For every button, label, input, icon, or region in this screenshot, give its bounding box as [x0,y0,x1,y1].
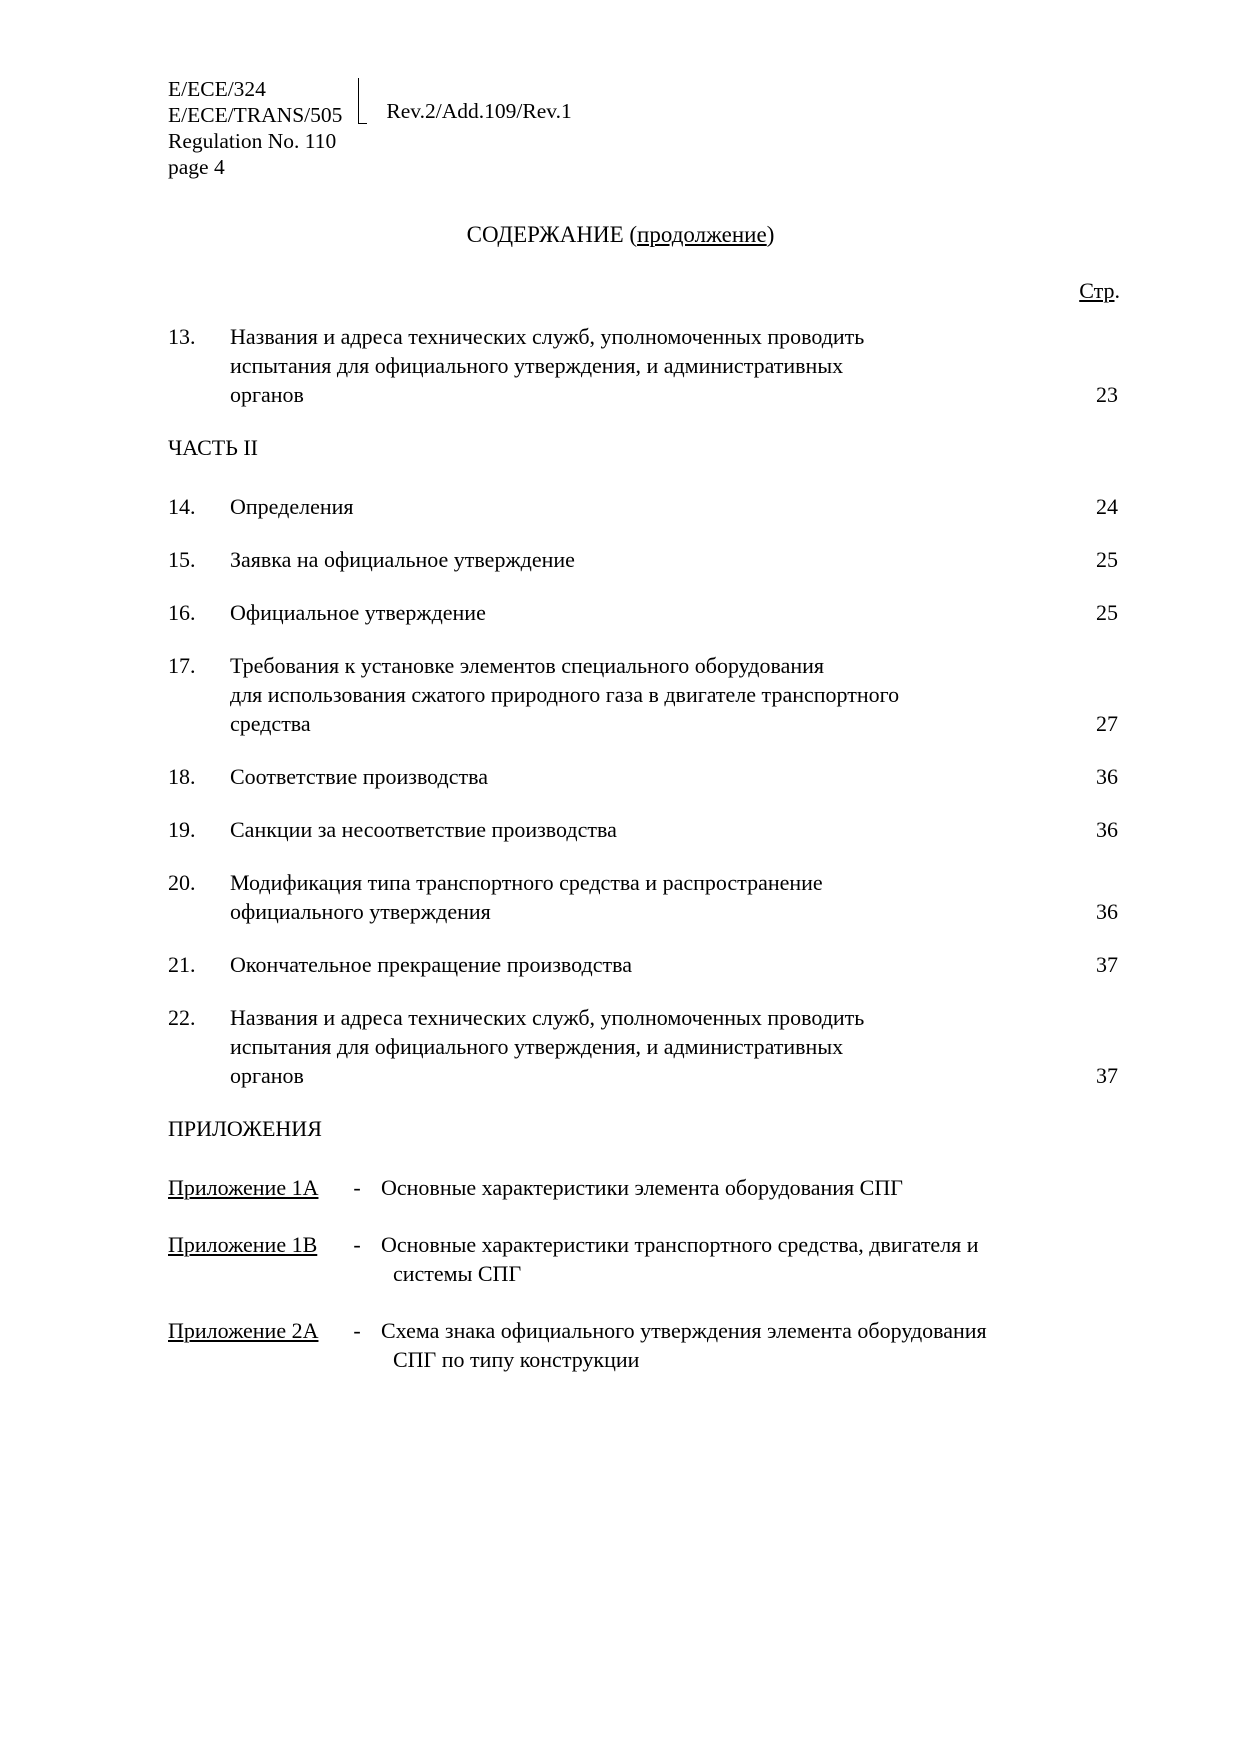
symbol-line-1: E/ECE/324 [168,77,266,101]
part-heading: ЧАСТЬ II [168,435,258,460]
toc-title-continued: продолжение [637,222,767,247]
toc-entry-line: Заявка на официальное утверждение [230,547,575,572]
toc-entry-line: Окончательное прекращение производства [230,952,632,977]
annex-description [381,1173,1118,1202]
toc-entry-line: Официальное утверждение [230,600,486,625]
toc-entry-line: Соответствие производства [230,764,488,789]
toc-entry-page: 37 [1096,952,1118,977]
toc-entry-page: 36 [1096,764,1118,789]
toc-entry-number: 21. [168,952,196,977]
toc-entry-line: Названия и адреса технических служб, уполномоченных проводить [230,1005,865,1030]
toc-entry-line: для использования сжатого природного газа в двигателе транспортного [230,682,900,707]
annex-entry[interactable] [168,1316,1118,1374]
toc-entry-line: испытания для официального утверждения, и административных [230,1034,844,1059]
annexes-heading: ПРИЛОЖЕНИЯ [168,1116,322,1141]
toc-entry-text [230,1003,1048,1090]
toc-entry-line: Модификация типа транспортного средства и распространение [230,870,823,895]
toc-entry-line: Названия и адреса технических служб, уполномоченных проводить [230,324,865,349]
toc-entry-text [230,815,1048,844]
toc-entry[interactable] [168,545,1118,574]
toc-entry-text [230,762,1048,791]
toc-entry-line: Санкции за несоответствие производства [230,817,617,842]
annex-dash: - [353,1175,361,1200]
toc-entry-text [230,651,1048,738]
annex-entry[interactable] [168,1173,1118,1202]
toc-entry-text [230,322,1048,409]
toc-entry-line: Определения [230,494,354,519]
toc-entry-number: 14. [168,494,196,519]
brace-icon [346,76,372,128]
toc-entry-text [230,598,1048,627]
symbol-codes [168,76,342,128]
toc-entry[interactable] [168,322,1118,409]
toc-entry[interactable] [168,815,1118,844]
toc-entry[interactable] [168,1003,1118,1090]
annex-label[interactable]: Приложение 1В [168,1232,318,1257]
toc-entry-text [230,492,1048,521]
toc-entry-number: 16. [168,600,196,625]
annex-line: Основные характеристики элемента оборудования СПГ [381,1175,903,1200]
toc-entry-page: 27 [1096,711,1118,736]
toc-entry[interactable] [168,950,1118,979]
toc-entry-text [230,868,1048,926]
toc-entry-line: испытания для официального утверждения, и административных [230,353,844,378]
toc-entry-page: 23 [1096,382,1118,407]
toc-entry-number: 17. [168,653,196,678]
toc-entry-number: 19. [168,817,196,842]
annex-dash: - [353,1232,361,1257]
toc-entry-page: 36 [1096,899,1118,924]
toc-title-close: ) [766,222,775,247]
annex-label[interactable]: Приложение 2А [168,1318,319,1343]
toc-entry-text [230,545,1048,574]
document-symbols [168,76,572,128]
toc-entry-page: 25 [1096,547,1118,572]
toc-entry[interactable] [168,868,1118,926]
symbol-line-2: E/ECE/TRANS/505 [168,103,343,127]
toc-entry[interactable] [168,651,1118,738]
page-title [0,222,1241,248]
annex-line: Схема знака официального утверждения элемента оборудования [381,1318,987,1343]
toc-entry-page: 24 [1096,494,1118,519]
toc-entry-line: официального утверждения [230,899,491,924]
toc-entry[interactable] [168,492,1118,521]
toc-entry-text [230,950,1048,979]
annex-dash: - [353,1318,361,1343]
annex-entry[interactable] [168,1230,1118,1288]
toc-entry-number: 13. [168,324,196,349]
toc-entry-number: 20. [168,870,196,895]
document-header [168,76,572,180]
annex-description [381,1230,1118,1288]
toc-entry-number: 15. [168,547,196,572]
toc-entry-line: средства [230,711,311,736]
annex-line: СПГ по типу конструкции [393,1347,640,1372]
regulation-label: Regulation No. 110 [168,129,337,153]
page-column-header-label: Стр [1079,278,1115,303]
toc-entry-page: 37 [1096,1063,1118,1088]
toc-entry-number: 18. [168,764,196,789]
toc-title-main: СОДЕРЖАНИЕ ( [466,222,638,247]
toc-entry[interactable] [168,762,1118,791]
toc-entry[interactable] [168,598,1118,627]
revision-label: Rev.2/Add.109/Rev.1 [386,99,572,123]
page-label: page 4 [168,155,225,179]
page-column-header-period: . [1114,278,1120,303]
toc-body [168,322,1118,1402]
toc-entry-page: 36 [1096,817,1118,842]
toc-entry-line: Требования к установке элементов специального оборудования [230,653,825,678]
page-column-header [960,278,1120,304]
annex-description [381,1316,1118,1374]
annex-line: Основные характеристики транспортного средства, двигателя и [381,1232,979,1257]
annex-line: системы СПГ [393,1261,522,1286]
toc-entry-number: 22. [168,1005,196,1030]
annex-label[interactable]: Приложение 1А [168,1175,319,1200]
toc-entry-line: органов [230,1063,304,1088]
toc-entry-line: органов [230,382,304,407]
toc-entry-page: 25 [1096,600,1118,625]
